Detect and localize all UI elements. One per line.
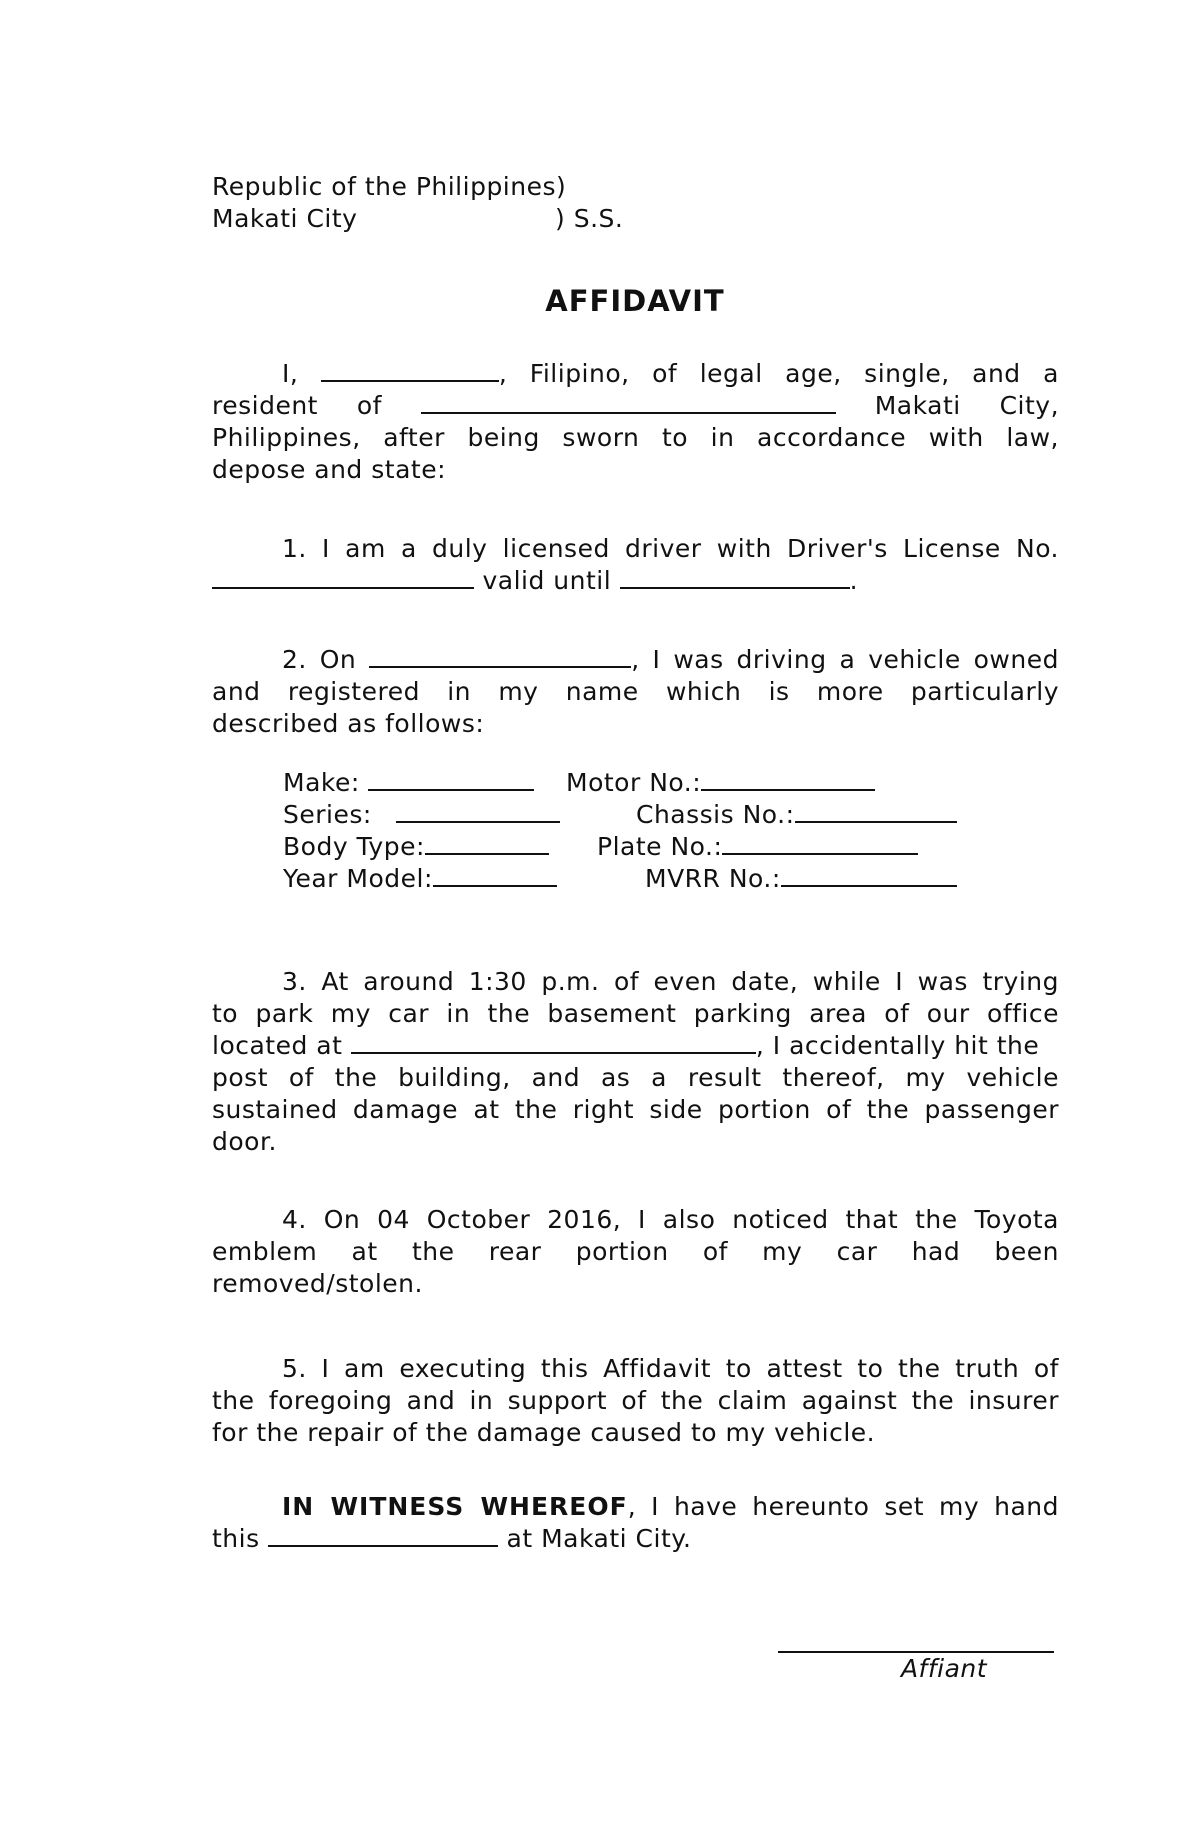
motor-no-field — [566, 767, 875, 795]
intro-text: , Filipino, of legal age, single, and a — [498, 359, 1059, 388]
chassis-no-blank[interactable] — [795, 799, 957, 823]
para2-line-3: described as follows: — [212, 709, 485, 738]
series-label: Series: — [283, 800, 372, 829]
para5-line-2: the foregoing and in support of the claim against the insurer — [212, 1386, 1059, 1415]
para3-line-1: 3. At around 1:30 p.m. of even date, while I was trying — [282, 967, 1059, 996]
mvrr-no-blank[interactable] — [781, 863, 957, 887]
para4-line-1: 4. On 04 October 2016, I also noticed that the Toyota — [282, 1205, 1059, 1234]
witness-clause — [212, 1491, 1059, 1555]
signature-line[interactable] — [778, 1651, 1054, 1653]
para5-line-3: for the repair of the damage caused to my vehicle. — [212, 1418, 876, 1447]
para1-text: . — [849, 566, 859, 595]
witness-heading: IN WITNESS WHEREOF — [282, 1492, 628, 1521]
chassis-no-field — [636, 799, 957, 827]
address-blank[interactable] — [421, 390, 836, 414]
name-blank[interactable] — [321, 358, 499, 382]
paragraph-5 — [212, 1353, 1059, 1449]
para5-line-1: 5. I am executing this Affidavit to attest to the truth of — [282, 1354, 1059, 1383]
mvrr-no-label: MVRR No.: — [645, 864, 781, 893]
witness-line-1 — [212, 1491, 1059, 1523]
para4-line-2: emblem at the rear portion of my car had been — [212, 1237, 1059, 1266]
plate-no-field — [597, 831, 918, 859]
intro-line-3: Philippines, after being sworn to in accordance with law, — [212, 423, 1059, 452]
plate-no-blank[interactable] — [722, 831, 918, 855]
series-field — [283, 799, 560, 827]
series-blank[interactable] — [396, 799, 560, 823]
make-label: Make: — [283, 768, 360, 797]
para3-line-6: door. — [212, 1127, 277, 1156]
header-city: Makati City — [212, 204, 358, 233]
office-location-blank[interactable] — [351, 1030, 756, 1054]
para3-text: , I accidentally hit the — [755, 1031, 1040, 1060]
year-model-blank[interactable] — [433, 863, 557, 887]
body-type-blank[interactable] — [425, 831, 549, 855]
witness-line-2 — [212, 1523, 1059, 1555]
year-model-field — [283, 863, 557, 891]
para3-text: located at — [212, 1031, 343, 1060]
para2-line-1 — [212, 644, 1059, 676]
intro-text: Makati City, — [874, 391, 1059, 420]
mvrr-no-field — [645, 863, 957, 891]
body-type-field — [283, 831, 549, 859]
paragraph-2 — [212, 644, 1059, 740]
para2-text: 2. On — [282, 645, 357, 674]
year-model-label: Year Model: — [283, 864, 433, 893]
motor-no-label: Motor No.: — [566, 768, 702, 797]
header-line-1: Republic of the Philippines) — [212, 172, 567, 201]
para1-text: valid until — [482, 566, 612, 595]
para4-line-3: removed/stolen. — [212, 1269, 423, 1298]
para2-text: , I was driving a vehicle owned — [631, 645, 1059, 674]
para3-line-3 — [212, 1030, 1059, 1062]
witness-text: , I have hereunto set my hand — [627, 1492, 1059, 1521]
intro-line-2 — [212, 390, 1059, 422]
plate-no-label: Plate No.: — [597, 832, 723, 861]
valid-until-blank[interactable] — [620, 565, 850, 589]
document-title: AFFIDAVIT — [545, 284, 725, 318]
header-ss: ) S.S. — [555, 204, 624, 233]
license-no-blank[interactable] — [212, 565, 474, 589]
intro-line-1 — [212, 358, 1059, 390]
witness-text: at Makati City. — [506, 1524, 692, 1553]
body-type-label: Body Type: — [283, 832, 425, 861]
motor-no-blank[interactable] — [701, 767, 875, 791]
paragraph-3 — [212, 966, 1059, 1158]
paragraph-4 — [212, 1204, 1059, 1300]
para3-line-5: sustained damage at the right side portion of the passenger — [212, 1095, 1059, 1124]
execution-date-blank[interactable] — [268, 1523, 498, 1547]
intro-text: I, — [282, 359, 299, 388]
intro-text: resident of — [212, 391, 382, 420]
intro-paragraph — [212, 358, 1059, 486]
para3-line-4: post of the building, and as a result thereof, my vehicle — [212, 1063, 1059, 1092]
make-blank[interactable] — [368, 767, 534, 791]
witness-text: this — [212, 1524, 260, 1553]
para1-line-2 — [212, 565, 1059, 597]
chassis-no-label: Chassis No.: — [636, 800, 795, 829]
para2-line-2: and registered in my name which is more particularly — [212, 677, 1059, 706]
date-blank[interactable] — [369, 644, 631, 668]
make-field — [283, 767, 534, 795]
paragraph-1 — [212, 533, 1059, 597]
intro-line-4: depose and state: — [212, 455, 447, 484]
para3-line-2: to park my car in the basement parking area of our office — [212, 999, 1059, 1028]
para1-line-1: 1. I am a duly licensed driver with Driver's License No. — [282, 534, 1059, 563]
affiant-label: Affiant — [900, 1654, 988, 1683]
